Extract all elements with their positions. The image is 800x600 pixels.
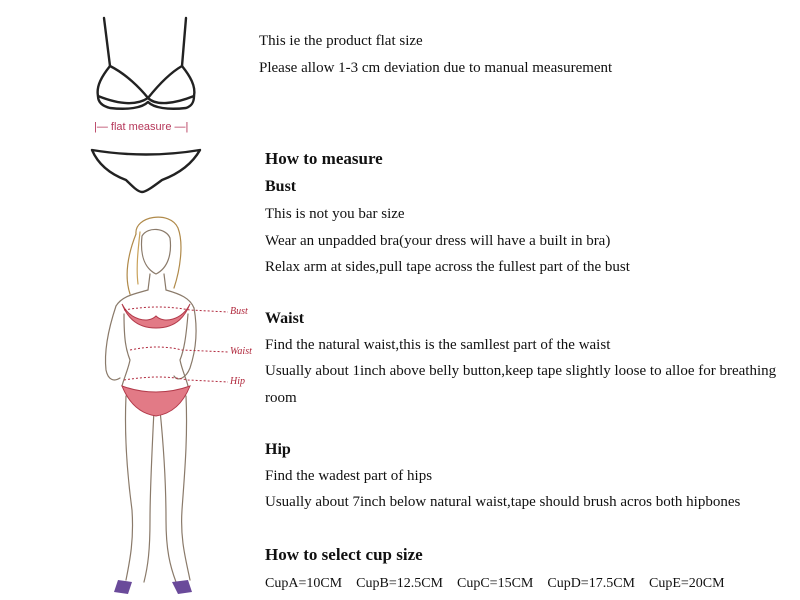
cup-size-a: CupA=10CM [265,576,343,591]
bust-line-3: Relax arm at sides,pull tape across the fullest part of the bust [265,259,630,275]
flat-measure-text: flat measure [110,121,172,133]
hip-line-1: Find the wadest part of hips [265,468,433,484]
hip-line-2: Usually about 7inch below natural waist,tape should brush acros both hipbones [265,494,741,510]
cup-size-d: CupD=17.5CM [547,576,635,591]
waist-line-3: room [265,390,297,406]
hip-heading: Hip [265,441,291,458]
how-to-measure-title: How to measure [265,149,383,168]
bust-measure-label: Bust [230,306,248,317]
bikini-bottom-illustration [88,144,204,196]
cup-size-list [265,574,725,593]
bust-line-2: Wear an unpadded bra(your dress will have a built in bra) [265,233,611,249]
intro-line-2: Please allow 1-3 cm deviation due to manual measurement [259,60,613,76]
intro-line-1: This ie the product flat size [259,33,423,49]
cup-size-c: CupC=15CM [457,576,534,591]
cup-size-e: CupE=20CM [649,576,725,591]
waist-line-1: Find the natural waist,this is the samllest part of the waist [265,337,611,353]
bust-heading: Bust [265,178,297,195]
waist-heading: Waist [265,310,305,327]
bra-top-illustration [88,14,208,114]
flat-measure-arrow-right-icon: —| [174,121,189,133]
waist-measure-label: Waist [230,346,252,357]
flat-measure-label [94,121,188,133]
hip-measure-label: Hip [230,376,245,387]
flat-measure-arrow-left-icon: |— [94,121,108,133]
bust-line-1: This is not you bar size [265,206,405,222]
cup-size-title: How to select cup size [265,545,423,564]
measurement-figure-illustration [78,210,268,600]
waist-line-2: Usually about 1inch above belly button,keep tape slightly loose to alloe for breathing [265,363,777,379]
cup-size-b: CupB=12.5CM [356,576,443,591]
